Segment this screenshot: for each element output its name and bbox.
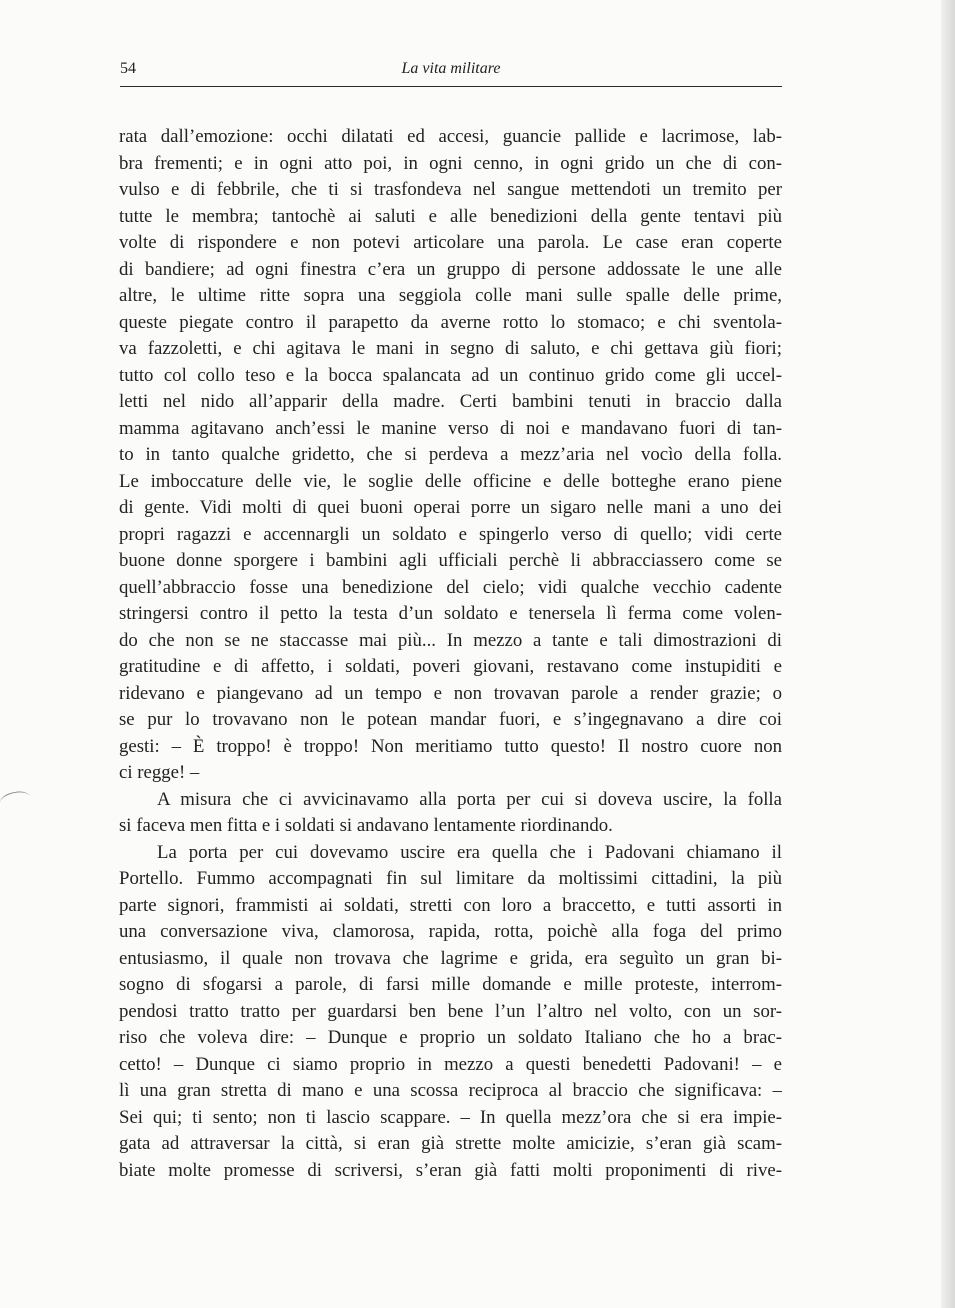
text-line: to in tanto qualche gridetto, che si perdeva a mezz’aria nel vocìo della folla.	[119, 444, 782, 465]
text-line: se pur lo trovavano non le potean mandar fuori, e s’ingegnavano a dire coi	[119, 709, 782, 730]
text-line: sogno di sfogarsi a parole, di farsi mille domande e mille proteste, interrom-	[119, 974, 782, 995]
text-line: riso che voleva dire: – Dunque e proprio un soldato Italiano che ho a brac-	[119, 1027, 782, 1048]
text-line-paragraph-start: La porta per cui dovevamo uscire era quella che i Padovani chiamano il	[157, 841, 782, 863]
text-line: do che non se ne staccasse mai più... In mezzo a tante e tali dimostrazioni di	[119, 629, 782, 651]
text-line: va fazzoletti, e chi agitava le mani in segno di saluto, e chi gettava giù fiori;	[119, 338, 782, 359]
text-line: tutto col collo teso e la bocca spalancata ad un continuo grido come gli uccel-	[119, 364, 782, 386]
text-line: lì una gran stretta di mano e una scossa reciproca al braccio che significava: –	[119, 1080, 782, 1101]
text-line-paragraph-end: ci regge! –	[119, 762, 200, 783]
text-line: Le imboccature delle vie, le soglie delle officine e delle botteghe erano piene	[119, 470, 782, 492]
text-line: Sei qui; ti sento; non ti lascio scappare. – In quella mezz’ora che si era impie-	[119, 1106, 782, 1128]
text-line-paragraph-start: A misura che ci avvicinavamo alla porta per cui si doveva uscire, la folla	[157, 788, 782, 810]
text-line: gata ad attraversar la città, si eran già strette molte amicizie, s’eran già scam-	[119, 1133, 782, 1154]
text-line: Portello. Fummo accompagnati fin sul limitare da moltissimi cittadini, la più	[119, 868, 782, 889]
margin-pencil-mark	[0, 789, 31, 810]
text-line: pendosi tratto tratto per guardarsi ben bene l’un l’altro nel volto, con un sor-	[119, 1000, 782, 1022]
text-line: propri ragazzi e accennargli un soldato e spingerlo verso di quello; vidi certe	[119, 523, 782, 545]
running-title: La vita militare	[401, 60, 501, 77]
running-header	[120, 56, 782, 87]
text-line: di gente. Vidi molti di quei buoni operai porre un sigaro nelle mani a uno dei	[119, 497, 782, 518]
text-line: altre, le ultime ritte sopra una seggiola colle mani sulle spalle delle prime,	[119, 285, 782, 306]
text-line: rata dall’emozione: occhi dilatati ed accesi, guancie pallide e lacrimose, lab-	[119, 126, 782, 147]
text-line: buone donne sporgere i bambini agli ufficiali perchè li abbracciassero come se	[119, 550, 782, 571]
body-text	[119, 124, 782, 1184]
text-line: bra frementi; e in ogni atto poi, in ogni cenno, in ogni grido un che di con-	[119, 152, 782, 174]
text-line: parte signori, frammisti ai soldati, stretti con loro a braccetto, e tutti assorti in	[119, 894, 782, 916]
text-line: quell’abbraccio fosse una benedizione del cielo; vidi qualche vecchio cadente	[119, 576, 782, 598]
text-line: biate molte promesse di scriversi, s’eran già fatti molti proponimenti di rive-	[119, 1159, 782, 1181]
page-edge-shadow	[941, 0, 955, 1308]
text-line: vulso e di febbrile, che ti si trasfondeva nel sangue mettendoti un tremito per	[119, 179, 782, 200]
text-line: tutte le membra; tantochè ai saluti e alle benedizioni della gente tentavi più	[119, 205, 782, 227]
text-line: gesti: – È troppo! è troppo! Non meritiamo tutto questo! Il nostro cuore non	[119, 735, 782, 757]
text-line: cetto! – Dunque ci siamo proprio in mezzo a questi benedetti Padovani! – e	[119, 1053, 782, 1075]
text-line: queste piegate contro il parapetto da averne rotto lo stomaco; e chi sventola-	[119, 311, 782, 333]
text-line: entusiasmo, il quale non trovava che lagrime e grida, era seguìto un gran bi-	[119, 947, 782, 969]
text-line: una conversazione viva, clamorosa, rapida, rotta, poichè alla foga del primo	[119, 921, 782, 942]
text-line: stringersi contro il petto la testa d’un soldato e tenersela lì ferma come volen-	[119, 603, 782, 624]
text-line: mamma agitavano anch’essi le manine verso di noi e mandavano fuori di tan-	[119, 417, 782, 439]
text-line: gratitudine e di affetto, i soldati, poveri giovani, restavano come instupiditi e	[119, 656, 782, 677]
text-line-paragraph-end: si faceva men fitta e i soldati si andavano lentamente riordinando.	[119, 815, 613, 836]
text-line: volte di rispondere e non potevi articolare una parola. Le case eran coperte	[119, 232, 782, 253]
text-line: di bandiere; ad ogni finestra c’era un gruppo di persone addossate le une alle	[119, 258, 782, 280]
page-number: 54	[120, 60, 136, 77]
text-line: ridevano e piangevano ad un tempo e non trovavan parole a render grazie; o	[119, 682, 782, 704]
text-line: letti nel nido all’apparir della madre. Certi bambini tenuti in braccio dalla	[119, 391, 782, 412]
